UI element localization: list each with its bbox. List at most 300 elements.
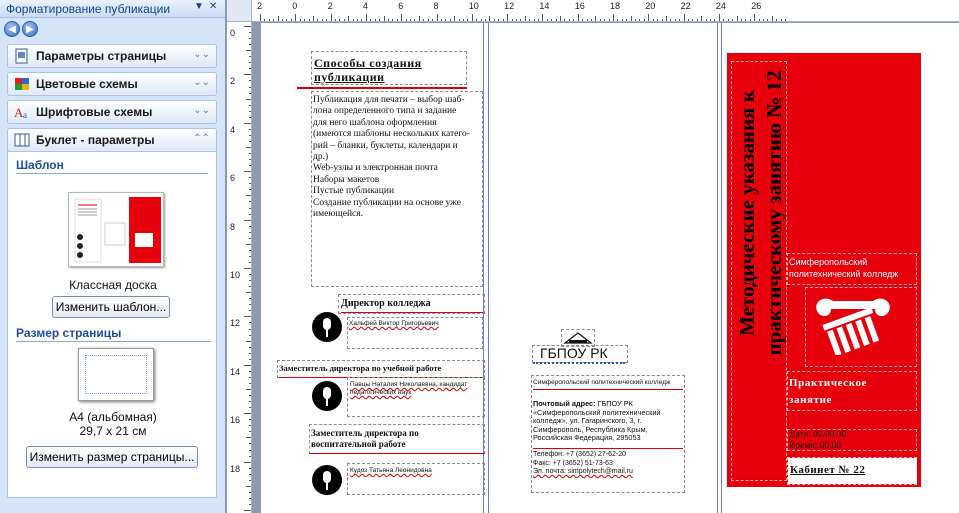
deputy2-title[interactable]: Заместитель директора по воспитательной работе <box>311 428 419 449</box>
person-icon <box>312 312 342 342</box>
ruler-tick <box>249 310 252 311</box>
ruler-tick <box>432 19 433 22</box>
ruler-tick <box>454 16 455 22</box>
page-size-name: A4 (альбомная) <box>69 410 157 424</box>
ruler-tick <box>600 19 601 22</box>
ruler-tick <box>662 19 663 22</box>
body-line: др.) <box>313 152 329 163</box>
ruler-tick <box>450 19 451 22</box>
ruler-tick <box>723 19 724 22</box>
cover-cabinet[interactable]: Кабинет № 22 <box>790 464 866 476</box>
ruler-number: 12 <box>230 318 241 329</box>
ruler-tick <box>244 316 252 317</box>
organization-logo <box>563 331 593 343</box>
address-text: ГБПОУ РК «Симферопольский политехнический колледж», ул. Гагаринского, 3, г. Симферополь, Республика Крым, Российская Федерация, 295053 <box>533 399 661 443</box>
ruler-tick <box>701 16 702 22</box>
ruler-tick <box>244 74 252 75</box>
ruler-tick <box>244 462 252 463</box>
deputy2-name[interactable] <box>350 467 480 474</box>
cover-college[interactable]: Симферопольский политехнический колледж <box>789 257 899 279</box>
ruler-tick <box>326 19 327 22</box>
page-setup-icon <box>14 48 30 64</box>
font-scheme-icon <box>14 104 30 120</box>
ruler-number: 6 <box>230 173 236 184</box>
ruler-tick <box>264 19 265 22</box>
ruler-tick <box>653 19 654 22</box>
ruler-tick <box>670 19 671 22</box>
ruler-tick <box>406 19 407 22</box>
org-full[interactable]: Симферопольский политехнический колледж <box>533 379 671 386</box>
ruler-tick <box>639 19 640 22</box>
ruler-tick <box>750 19 751 22</box>
ruler-tick <box>631 16 632 22</box>
ruler-tick <box>249 395 252 396</box>
ruler-tick <box>375 19 376 22</box>
ruler-tick <box>423 19 424 22</box>
ruler-tick <box>507 14 508 22</box>
ruler-tick <box>282 19 283 22</box>
ruler-tick <box>692 19 693 22</box>
ruler-number: 24 <box>715 1 726 11</box>
ruler-tick <box>249 38 252 39</box>
ruler-tick <box>763 19 764 22</box>
ruler-tick <box>249 238 252 239</box>
ruler-tick <box>635 19 636 22</box>
ruler-tick <box>249 377 252 378</box>
ruler-tick <box>249 44 252 45</box>
ruler-number: 18 <box>610 1 621 11</box>
deputy1-name-text: Павцы Наталия Николаевна, кандидат педагогических наук <box>350 381 468 396</box>
ruler-tick <box>317 19 318 22</box>
ruler-tick <box>249 153 252 154</box>
ruler-tick <box>260 14 261 22</box>
ruler-tick <box>485 19 486 22</box>
ruler-tick <box>428 19 429 22</box>
ruler-tick <box>441 19 442 22</box>
ruler-tick <box>564 19 565 22</box>
ruler-tick <box>348 16 349 22</box>
red-rule <box>533 448 683 449</box>
ruler-tick <box>595 16 596 22</box>
ruler-tick <box>304 19 305 22</box>
person-icon <box>312 465 342 495</box>
ruler-tick <box>244 268 252 269</box>
body-line: лона определенного типа и задание <box>313 106 457 117</box>
ruler-tick <box>335 19 336 22</box>
ruler-tick <box>313 16 314 22</box>
column-guide <box>488 23 489 513</box>
ruler-tick <box>249 135 252 136</box>
ruler-tick <box>249 286 252 287</box>
ruler-tick <box>249 214 252 215</box>
pane-close-icon[interactable]: ✕ <box>209 1 218 12</box>
ruler-tick <box>249 474 252 475</box>
ruler-tick <box>249 111 252 112</box>
section-label: Цветовые схемы <box>36 77 138 91</box>
ruler-tick <box>322 19 323 22</box>
ruler-tick <box>357 19 358 22</box>
ruler-tick <box>249 468 252 469</box>
ruler-tick <box>249 492 252 493</box>
column-capital-icon <box>813 293 893 355</box>
ruler-tick <box>392 19 393 22</box>
ruler-tick <box>249 256 252 257</box>
ruler-tick <box>732 19 733 22</box>
ruler-tick <box>679 19 680 22</box>
ruler-tick <box>560 16 561 22</box>
ruler-tick <box>249 431 252 432</box>
ruler-tick <box>467 19 468 22</box>
section-label: Буклет - параметры <box>36 133 155 147</box>
section-font-schemes[interactable] <box>7 100 217 124</box>
ruler-number: 14 <box>539 1 550 11</box>
ruler-tick <box>244 413 252 414</box>
body-line: Наборы макетов <box>313 174 380 185</box>
deputy1-title[interactable]: Заместитель директора по учебной работе <box>279 363 442 373</box>
page-size-thumbnail[interactable] <box>78 348 154 401</box>
ruler-tick <box>754 14 755 22</box>
ruler-tick <box>776 19 777 22</box>
chevron-down-icon[interactable]: ⌄⌄ <box>193 77 210 88</box>
ruler-tick <box>249 456 252 457</box>
cover-date: Дата: 00.00.00 <box>789 430 847 440</box>
ruler-tick <box>547 19 548 22</box>
body-line: Создание публикации на основе уже <box>313 197 461 208</box>
change-template-button[interactable]: Изменить шаблон... <box>52 296 170 318</box>
ruler-tick <box>569 19 570 22</box>
color-scheme-icon <box>14 76 30 92</box>
page-size-heading: Размер страницы <box>16 320 211 342</box>
ruler-number: 16 <box>230 415 241 426</box>
ruler-tick <box>249 480 252 481</box>
ruler-tick <box>397 19 398 22</box>
ruler-tick <box>278 16 279 22</box>
ruler-tick <box>648 14 649 22</box>
ruler-tick <box>719 14 720 22</box>
ruler-tick <box>520 19 521 22</box>
ruler-number: 8 <box>433 1 439 11</box>
ruler-tick <box>781 19 782 22</box>
ruler-tick <box>481 19 482 22</box>
page-size-dimensions: 29,7 x 21 см <box>79 424 147 438</box>
ruler-corner <box>227 0 252 22</box>
ruler-tick <box>604 19 605 22</box>
ruler-tick <box>269 19 270 22</box>
ruler-tick <box>657 19 658 22</box>
ruler-tick <box>419 16 420 22</box>
ruler-tick <box>459 19 460 22</box>
ruler-tick <box>401 14 402 22</box>
template-name: Классная доска <box>69 278 157 292</box>
horizontal-ruler[interactable] <box>252 0 959 22</box>
ruler-tick <box>249 371 252 372</box>
ruler-tick <box>710 19 711 22</box>
ruler-tick <box>249 226 252 227</box>
ruler-tick <box>246 147 252 148</box>
ruler-tick <box>741 19 742 22</box>
body-line: Пустые публикации <box>313 186 395 197</box>
ruler-tick <box>246 292 252 293</box>
ruler-tick <box>551 19 552 22</box>
ruler-tick <box>244 510 252 511</box>
ruler-tick <box>249 201 252 202</box>
ruler-number: 6 <box>398 1 404 11</box>
ruler-number: 0 <box>230 28 236 38</box>
pane-title-bar <box>0 0 225 18</box>
ruler-number: 0 <box>292 1 298 11</box>
contact-lines[interactable] <box>533 451 683 477</box>
column-guide <box>721 23 722 513</box>
ruler-tick <box>494 19 495 22</box>
ruler-tick <box>463 19 464 22</box>
ruler-tick <box>366 14 367 22</box>
body-line: Публикация для печати – выбор шаб- <box>313 95 465 105</box>
ruler-tick <box>309 19 310 22</box>
col1-heading[interactable]: Способы создания публикации <box>314 56 422 84</box>
body-line: Web-узлы и электронная почта <box>313 163 438 174</box>
ruler-tick <box>525 16 526 22</box>
fax: Факс: +7 (3652) 51-73-63 <box>533 459 613 467</box>
ruler-number: 4 <box>362 1 368 11</box>
phone: Телефон: +7 (3652) 27-62-20 <box>533 451 627 458</box>
ruler-tick <box>249 105 252 106</box>
pane-menu-icon[interactable]: ▼ <box>194 1 204 12</box>
chevron-down-icon[interactable]: ⌄⌄ <box>193 49 210 60</box>
col1-body[interactable] <box>313 95 485 220</box>
ruler-tick <box>249 232 252 233</box>
chevron-up-icon[interactable]: ⌃⌃ <box>193 133 210 144</box>
ruler-tick <box>379 19 380 22</box>
ruler-tick <box>246 50 252 51</box>
ruler-tick <box>249 329 252 330</box>
ruler-number: 2 <box>327 1 333 11</box>
deputy2-name-text: Кудоз Татьяна Леонидовна <box>350 467 432 474</box>
ruler-tick <box>384 16 385 22</box>
ruler-tick <box>249 298 252 299</box>
director-name[interactable] <box>349 320 479 328</box>
ruler-number: 8 <box>230 221 236 232</box>
ruler-tick <box>503 19 504 22</box>
ruler-tick <box>249 141 252 142</box>
ruler-tick <box>273 19 274 22</box>
ruler-tick <box>745 19 746 22</box>
ruler-tick <box>666 16 667 22</box>
ruler-tick <box>244 171 252 172</box>
ruler-tick <box>331 14 332 22</box>
ruler-tick <box>587 19 588 22</box>
body-line: (имеются шаблоны нескольких катего- <box>313 129 470 140</box>
ruler-tick <box>542 14 543 22</box>
ruler-tick <box>295 14 296 22</box>
ruler-tick <box>249 419 252 420</box>
ruler-tick <box>246 244 252 245</box>
back-arrow-icon[interactable]: ◀ <box>4 21 20 37</box>
ruler-tick <box>249 87 252 88</box>
pane-nav <box>0 18 225 40</box>
org-underline <box>533 362 625 364</box>
ruler-tick <box>445 19 446 22</box>
ruler-tick <box>244 220 252 221</box>
ruler-tick <box>246 195 252 196</box>
ruler-tick <box>534 19 535 22</box>
ruler-tick <box>249 304 252 305</box>
vertical-ruler[interactable] <box>227 22 252 513</box>
ruler-tick <box>286 19 287 22</box>
ruler-tick <box>706 19 707 22</box>
svg-text:A: A <box>14 105 24 120</box>
ruler-number: 10 <box>468 1 479 11</box>
section-booklet-options[interactable] <box>7 128 217 152</box>
change-page-size-button[interactable]: Изменить размер страницы... <box>26 446 198 468</box>
section-label: Шрифтовые схемы <box>36 105 153 119</box>
ruler-tick <box>246 341 252 342</box>
ruler-tick <box>714 19 715 22</box>
ruler-number: 2 <box>257 1 263 11</box>
ruler-tick <box>249 401 252 402</box>
deputy1-name[interactable] <box>350 381 480 397</box>
ruler-tick <box>249 450 252 451</box>
ruler-number: 4 <box>230 124 236 135</box>
ruler-tick <box>644 19 645 22</box>
ruler-tick <box>697 19 698 22</box>
ruler-tick <box>249 359 252 360</box>
template-thumbnail[interactable] <box>68 192 164 267</box>
ruler-number: 14 <box>230 366 241 377</box>
ruler-tick <box>622 19 623 22</box>
ruler-tick <box>684 14 685 22</box>
ruler-tick <box>249 262 252 263</box>
chevron-down-icon[interactable]: ⌄⌄ <box>193 105 210 116</box>
ruler-tick <box>249 498 252 499</box>
cover-date-time[interactable] <box>789 430 846 452</box>
section-color-schemes[interactable] <box>7 72 217 96</box>
template-heading: Шаблон <box>16 152 208 174</box>
ruler-tick <box>249 68 252 69</box>
ruler-tick <box>244 123 252 124</box>
ruler-tick <box>249 250 252 251</box>
ruler-tick <box>249 165 252 166</box>
body-line: для него шаблона оформления <box>313 117 437 128</box>
ruler-tick <box>609 19 610 22</box>
ruler-tick <box>249 383 252 384</box>
ruler-tick <box>249 425 252 426</box>
ruler-tick <box>512 19 513 22</box>
ruler-tick <box>249 280 252 281</box>
ruler-number: 16 <box>574 1 585 11</box>
person-icon <box>312 381 342 411</box>
ruler-tick <box>249 504 252 505</box>
red-rule <box>309 453 485 454</box>
section-page-setup[interactable] <box>7 44 217 68</box>
ruler-tick <box>249 56 252 57</box>
ruler-number: 18 <box>230 463 241 474</box>
ruler-tick <box>582 19 583 22</box>
director-title[interactable]: Директор колледжа <box>341 298 431 309</box>
ruler-tick <box>244 26 252 27</box>
ruler-tick <box>249 159 252 160</box>
publication-page <box>261 23 959 513</box>
ruler-number: 26 <box>751 1 762 11</box>
org-short[interactable]: ГБПОУ РК <box>540 345 608 361</box>
ruler-tick <box>414 19 415 22</box>
ruler-tick <box>538 19 539 22</box>
ruler-tick <box>249 347 252 348</box>
pane-title: Форматирование публикации <box>6 2 171 16</box>
red-rule <box>341 312 483 313</box>
svg-text:a: a <box>23 110 27 120</box>
email: Эл. почта: simpolytech@mail.ru <box>533 468 633 475</box>
ruler-tick <box>626 19 627 22</box>
ruler-tick <box>613 14 614 22</box>
column-guide <box>717 23 718 513</box>
ruler-tick <box>529 19 530 22</box>
format-publication-pane <box>0 0 226 513</box>
ruler-tick <box>361 19 362 22</box>
ruler-tick <box>489 16 490 22</box>
cover-title[interactable]: Методические указания к практическому занятию № 12 <box>735 70 786 356</box>
ruler-tick <box>249 177 252 178</box>
ruler-tick <box>728 19 729 22</box>
ruler-tick <box>737 16 738 22</box>
contact-address[interactable] <box>533 400 683 443</box>
ruler-tick <box>246 99 252 100</box>
ruler-tick <box>249 62 252 63</box>
body-line: рий – бланки, буклеты, календари и <box>313 140 458 151</box>
ruler-tick <box>344 19 345 22</box>
ruler-tick <box>300 19 301 22</box>
ruler-tick <box>759 19 760 22</box>
cover-time: Время: 00.00 <box>789 441 842 451</box>
ruler-tick <box>246 389 252 390</box>
ruler-tick <box>249 189 252 190</box>
ruler-tick <box>516 19 517 22</box>
ruler-tick <box>617 19 618 22</box>
forward-arrow-icon[interactable]: ▶ <box>22 21 38 37</box>
ruler-tick <box>249 335 252 336</box>
address-label: Почтовый адрес: <box>533 399 596 408</box>
ruler-tick <box>339 19 340 22</box>
ruler-tick <box>410 19 411 22</box>
ruler-number: 10 <box>230 270 241 280</box>
ruler-tick <box>472 14 473 22</box>
ruler-tick <box>476 19 477 22</box>
ruler-tick <box>556 19 557 22</box>
ruler-tick <box>675 19 676 22</box>
ruler-tick <box>591 19 592 22</box>
ruler-tick <box>249 407 252 408</box>
ruler-tick <box>388 19 389 22</box>
page-workspace[interactable] <box>253 23 959 513</box>
ruler-tick <box>785 19 786 22</box>
red-rule <box>533 389 683 390</box>
ruler-tick <box>437 14 438 22</box>
ruler-tick <box>249 32 252 33</box>
ruler-tick <box>249 80 252 81</box>
ruler-tick <box>249 353 252 354</box>
ruler-tick <box>573 19 574 22</box>
booklet-icon <box>14 132 30 148</box>
ruler-tick <box>249 183 252 184</box>
ruler-tick <box>249 322 252 323</box>
ruler-number: 20 <box>645 1 656 11</box>
ruler-tick <box>246 437 252 438</box>
section-label: Параметры страницы <box>36 49 167 63</box>
ruler-tick <box>249 208 252 209</box>
ruler-tick <box>498 19 499 22</box>
cover-practical[interactable]: Практическое занятие <box>789 377 868 406</box>
body-line: имеющейся. <box>313 209 363 220</box>
director-name-text: Хальфей Виктор Григорьевич <box>349 320 439 327</box>
